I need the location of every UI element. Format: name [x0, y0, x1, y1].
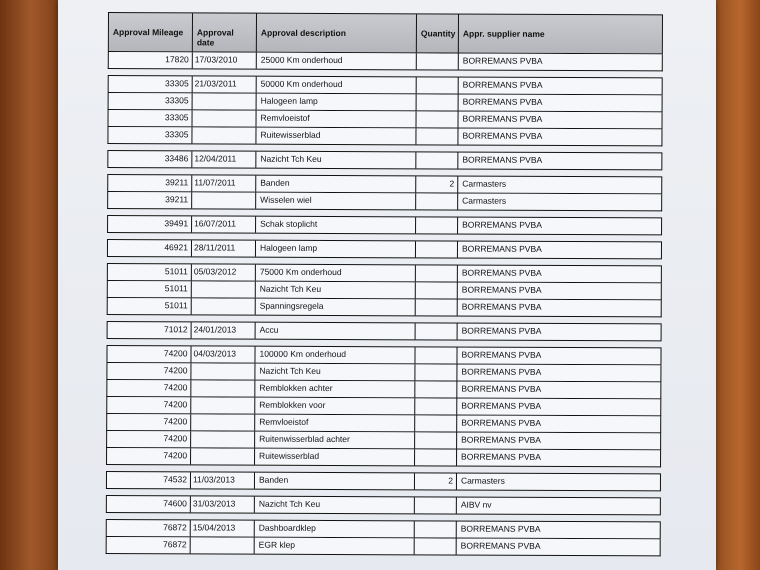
table-row — [107, 321, 662, 341]
cell-date: 21/03/2011 — [193, 76, 257, 92]
cell-mileage: 51011 — [108, 281, 192, 297]
cell-supplier: BORREMANS PVBA — [462, 154, 543, 165]
header-supplier-name: Appr. supplier name — [462, 28, 545, 39]
wood-background-right — [710, 0, 760, 570]
cell-description: 25000 Km onderhoud — [257, 53, 417, 70]
cell-date — [193, 110, 257, 126]
cell-date: 16/07/2011 — [192, 216, 256, 232]
cell-mileage: 74200 — [107, 380, 191, 396]
table-row — [106, 519, 661, 539]
cell-supplier: BORREMANS PVBA — [461, 400, 542, 411]
table-row — [107, 174, 662, 194]
cell-date — [191, 363, 255, 379]
cell-mileage: 33305 — [109, 110, 193, 126]
cell-description: Nazicht Tch Keu — [255, 364, 415, 381]
cell-date — [193, 93, 257, 109]
cell-quantity — [416, 241, 458, 257]
cell-mileage: 74200 — [107, 346, 191, 362]
cell-mileage: 33305 — [108, 127, 192, 143]
cell-mileage: 74532 — [107, 472, 191, 488]
cell-date: 17/03/2010 — [193, 52, 257, 68]
cell-description: Spanningsregela — [256, 299, 416, 316]
cell-mileage: 74200 — [107, 363, 191, 379]
cell-date: 12/04/2011 — [192, 151, 256, 167]
cell-mileage: 33486 — [108, 151, 192, 167]
cell-description: Nazicht Tch Keu — [255, 497, 415, 514]
cell-mileage: 74600 — [107, 496, 191, 512]
cell-supplier: BORREMANS PVBA — [462, 130, 543, 141]
approval-table — [106, 12, 663, 556]
cell-date — [191, 537, 255, 553]
cell-quantity — [416, 323, 458, 339]
cell-date — [191, 397, 255, 413]
cell-quantity — [415, 381, 457, 397]
cell-date: 04/03/2013 — [191, 346, 255, 362]
table-row — [106, 471, 661, 491]
cell-quantity — [417, 94, 459, 110]
cell-mileage: 74200 — [107, 397, 191, 413]
cell-date: 24/01/2013 — [192, 322, 256, 338]
cell-description: Schak stoplicht — [256, 217, 416, 234]
cell-supplier: BORREMANS PVBA — [461, 349, 542, 360]
cell-quantity — [416, 299, 458, 315]
cell-date — [192, 298, 256, 314]
cell-quantity — [416, 152, 458, 168]
cell-supplier: BORREMANS PVBA — [461, 325, 542, 336]
table-row — [106, 495, 661, 515]
header-approval-mileage: Approval Mileage — [109, 13, 193, 51]
cell-description: Wisselen wiel — [256, 193, 416, 210]
cell-description: Dashboardklep — [255, 521, 415, 538]
cell-mileage: 46921 — [108, 240, 192, 256]
table-row — [107, 239, 662, 259]
cell-date: 05/03/2012 — [192, 264, 256, 280]
cell-quantity — [415, 347, 457, 363]
cell-supplier: BORREMANS PVBA — [461, 417, 542, 428]
cell-date: 15/04/2013 — [191, 520, 255, 536]
cell-supplier: BORREMANS PVBA — [461, 267, 542, 278]
cell-description: Remblokken achter — [255, 381, 415, 398]
cell-quantity — [416, 282, 458, 298]
table-row — [106, 345, 661, 365]
cell-date — [192, 281, 256, 297]
cell-mileage: 76872 — [107, 537, 191, 553]
cell-description: Banden — [256, 176, 416, 193]
cell-date — [191, 431, 255, 447]
cell-quantity: 2 — [415, 473, 457, 489]
cell-quantity — [416, 217, 458, 233]
cell-date — [191, 448, 255, 464]
cell-mileage: 74200 — [107, 431, 191, 447]
wood-background-left — [0, 0, 62, 570]
cell-quantity — [416, 193, 458, 209]
cell-mileage: 33305 — [109, 76, 193, 92]
header-approval-date: Approval date — [193, 13, 257, 51]
cell-date — [192, 192, 256, 208]
cell-description: Nazicht Tch Keu — [256, 282, 416, 299]
cell-mileage: 76872 — [107, 520, 191, 536]
cell-supplier: BORREMANS PVBA — [462, 79, 543, 90]
table-row — [106, 537, 661, 556]
cell-supplier: BORREMANS PVBA — [462, 113, 543, 124]
cell-quantity — [415, 521, 457, 537]
cell-quantity — [415, 364, 457, 380]
cell-quantity — [416, 128, 458, 144]
cell-description: 75000 Km onderhoud — [256, 265, 416, 282]
cell-description: Remvloeistof — [255, 415, 415, 432]
cell-description: Ruitenwisserblad achter — [255, 432, 415, 449]
cell-quantity — [417, 53, 459, 69]
cell-quantity — [415, 415, 457, 431]
header-quantity: Quantity — [417, 14, 459, 52]
cell-supplier: BORREMANS PVBA — [462, 55, 543, 66]
cell-quantity — [415, 432, 457, 448]
table-row — [106, 448, 661, 467]
table-header — [108, 12, 663, 54]
table-row — [107, 127, 662, 146]
cell-mileage: 51011 — [108, 264, 192, 280]
cell-description: Nazicht Tch Keu — [256, 152, 416, 169]
cell-date: 11/03/2013 — [191, 472, 255, 488]
table-row — [108, 75, 663, 95]
cell-description: Accu — [256, 323, 416, 340]
cell-quantity — [415, 398, 457, 414]
cell-mileage: 17820 — [109, 52, 193, 68]
paper-sheet — [58, 0, 716, 570]
cell-supplier: BORREMANS PVBA — [461, 243, 542, 254]
cell-description: 100000 Km onderhoud — [255, 347, 415, 364]
cell-supplier: BORREMANS PVBA — [461, 434, 541, 445]
cell-supplier: BORREMANS PVBA — [460, 523, 541, 534]
table-body — [106, 52, 663, 556]
cell-supplier: Carmasters — [462, 195, 507, 206]
cell-date: 28/11/2011 — [192, 240, 256, 256]
cell-description: Remvloeistof — [257, 111, 417, 128]
cell-mileage: 74200 — [107, 414, 191, 430]
table-row — [107, 298, 662, 317]
cell-date: 11/07/2011 — [192, 175, 256, 191]
cell-date — [192, 127, 256, 143]
cell-description: EGR klep — [255, 538, 415, 555]
cell-quantity — [415, 538, 457, 554]
cell-quantity — [415, 497, 457, 513]
cell-mileage: 51011 — [108, 298, 192, 314]
cell-description: Halogeen lamp — [256, 241, 416, 258]
cell-description: Banden — [255, 473, 415, 490]
table-row — [107, 215, 662, 235]
cell-description: Halogeen lamp — [257, 94, 417, 111]
cell-supplier: Carmasters — [460, 475, 505, 486]
cell-mileage: 33305 — [109, 93, 193, 109]
cell-supplier: BORREMANS PVBA — [462, 219, 542, 230]
cell-supplier: Carmasters — [462, 178, 507, 189]
table-row — [107, 150, 662, 170]
cell-quantity — [416, 265, 458, 281]
cell-description: Ruitewisserblad — [256, 128, 416, 145]
cell-supplier: AIBV nv — [460, 499, 492, 510]
table-row — [108, 52, 663, 71]
cell-supplier: BORREMANS PVBA — [461, 366, 542, 377]
cell-supplier: BORREMANS PVBA — [461, 451, 541, 462]
cell-quantity — [416, 111, 458, 127]
cell-supplier: BORREMANS PVBA — [461, 284, 542, 295]
cell-mileage: 39491 — [108, 216, 192, 232]
cell-supplier: BORREMANS PVBA — [461, 383, 542, 394]
cell-mileage: 74200 — [107, 448, 191, 464]
table-row — [107, 192, 662, 211]
cell-date — [191, 414, 255, 430]
cell-quantity — [417, 77, 459, 93]
cell-mileage: 39211 — [108, 192, 192, 208]
cell-mileage: 39211 — [108, 175, 192, 191]
header-approval-description: Approval description — [257, 14, 417, 53]
cell-description: Ruitewisserblad — [255, 449, 415, 466]
cell-date: 31/03/2013 — [191, 496, 255, 512]
cell-mileage: 71012 — [108, 322, 192, 338]
cell-supplier: BORREMANS PVBA — [462, 96, 543, 107]
cell-quantity: 2 — [416, 176, 458, 192]
cell-description: Remblokken voor — [255, 398, 415, 415]
cell-supplier: BORREMANS PVBA — [460, 540, 541, 551]
cell-quantity — [415, 449, 457, 465]
cell-description: 50000 Km onderhoud — [257, 77, 417, 94]
cell-supplier: BORREMANS PVBA — [461, 301, 542, 312]
table-row — [107, 263, 662, 283]
cell-date — [191, 380, 255, 396]
